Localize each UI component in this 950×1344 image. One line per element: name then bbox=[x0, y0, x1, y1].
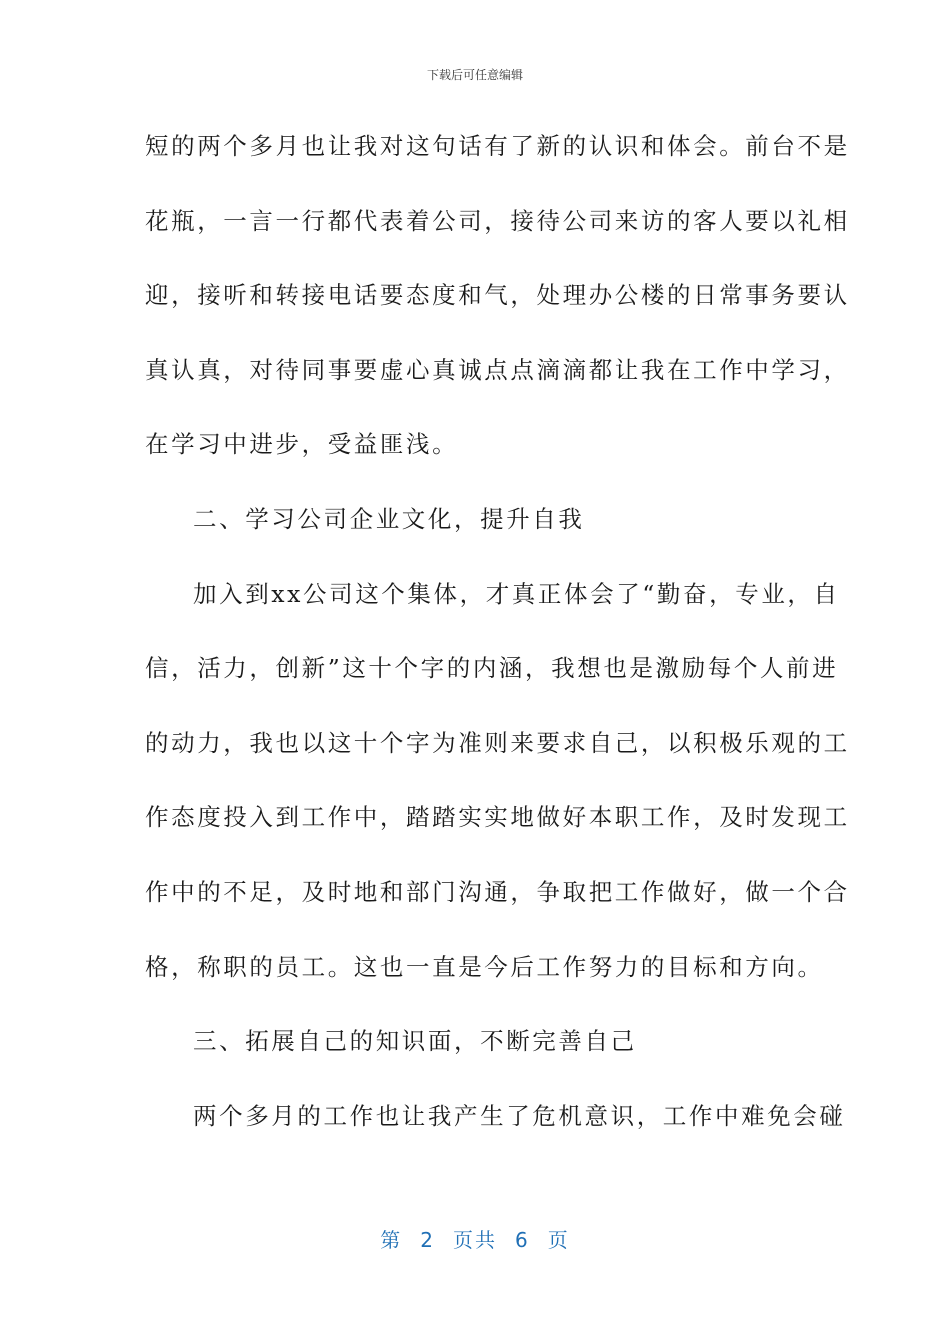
text-line: 真认真，对待同事要虚心真诚点点滴滴都让我在工作中学习， bbox=[145, 355, 850, 384]
text-line: 在学习中进步，受益匪浅。 bbox=[145, 430, 459, 459]
text-line: 作中的不足，及时地和部门沟通，争取把工作做好，做一个合 bbox=[145, 877, 850, 906]
footer-prefix: 第 bbox=[380, 1228, 403, 1252]
section-heading: 二、学习公司企业文化，提升自我 bbox=[193, 504, 585, 533]
page-header: 下载后可任意编辑 bbox=[426, 68, 523, 82]
current-page-number: 2 bbox=[420, 1228, 435, 1252]
text-line: 加入到xx公司这个集体，才真正体会了“勤奋，专业，自 bbox=[193, 579, 840, 608]
section-heading: 三、拓展自己的知识面，不断完善自己 bbox=[193, 1027, 637, 1056]
page-footer bbox=[0, 1224, 950, 1253]
text-line: 短的两个多月也让我对这句话有了新的认识和体会。前台不是 bbox=[145, 132, 850, 160]
text-line: 格，称职的员工。这也一直是今后工作努力的目标和方向。 bbox=[145, 952, 824, 981]
footer-suffix: 页 bbox=[547, 1228, 570, 1252]
total-page-number: 6 bbox=[515, 1228, 530, 1252]
text-line: 作态度投入到工作中，踏踏实实地做好本职工作，及时发现工 bbox=[145, 803, 850, 832]
text-line: 两个多月的工作也让我产生了危机意识，工作中难免会碰 bbox=[193, 1101, 846, 1130]
text-line: 信，活力，创新”这十个字的内涵，我想也是激励每个人前进 bbox=[145, 654, 839, 683]
document-body bbox=[145, 120, 850, 1164]
footer-middle: 页共 bbox=[453, 1228, 497, 1252]
text-line: 花瓶，一言一行都代表着公司，接待公司来访的客人要以礼相 bbox=[145, 206, 850, 235]
text-line: 迎，接听和转接电话要态度和气，处理办公楼的日常事务要认 bbox=[145, 281, 850, 310]
text-line: 的动力，我也以这十个字为准则来要求自己，以积极乐观的工 bbox=[145, 728, 850, 757]
